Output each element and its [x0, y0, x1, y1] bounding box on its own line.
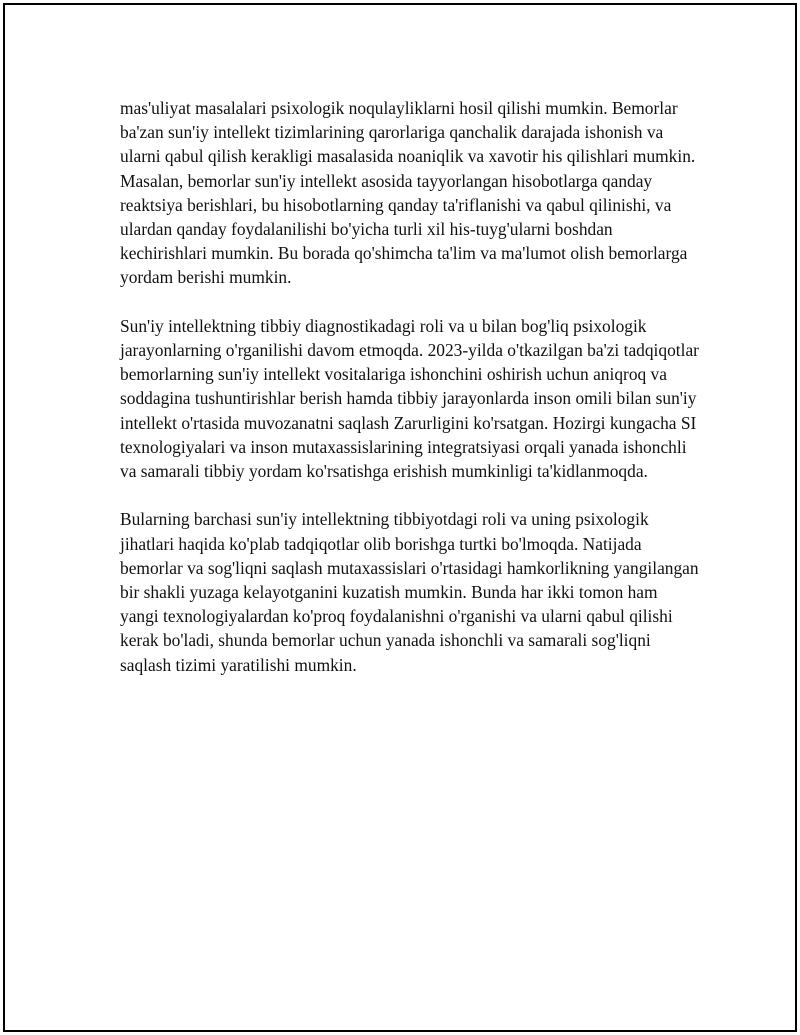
paragraph-2: Sun'iy intellektning tibbiy diagnostikadagi roli va u bilan bog'liq psixologik jarayonlarning o'rganilishi davom etmoqda. 2023-yilda o'tkazilgan ba'zi tadqiqotlar bemorlarning sun'iy intellekt vositalariga ishonchini oshirish uchun aniqroq va soddagina tushuntirishlar berish hamda tibbiy jarayonlarda inson omili bilan sun'iy intellekt o'rtasida muvozanatni saqlash Zarurligini ko'rsatgan. Hozirgi kungacha SI texnologiyalari va inson mutaxassislarining integratsiyasi orqali yanada ishonchli va samarali tibbiy yordam ko'rsatishga erishish mumkinligi ta'kidlanmoqda.	[120, 315, 699, 482]
paragraph-3: Bularning barchasi sun'iy intellektning tibbiyotdagi roli va uning psixologik jihatlari haqida ko'plab tadqiqotlar olib borishga turtki bo'lmoqda. Natijada bemorlar va sog'liqni saqlash mutaxassislari o'rtasidagi hamkorlikning yangilangan bir shakli yuzaga kelayotganini kuzatish mumkin. Bunda har ikki tomon ham yangi texnologiyalardan ko'proq foydalanishni o'rganishi va ularni qabul qilishi kerak bo'ladi, shunda bemorlar uchun yanada ishonchli va samarali sog'liqni saqlash tizimi yaratilishi mumkin.	[120, 509, 699, 675]
page-body	[120, 96, 700, 701]
paragraph-1: mas'uliyat masalalari psixologik noqulayliklarni hosil qilishi mumkin. Bemorlar ba'zan sun'iy intellekt tizimlarining qarorlariga qanchalik darajada ishonish va ularni qabul qilish kerakligi masalasida noaniqlik va xavotir his qilishlari mumkin. Masalan, bemorlar sun'iy intellekt asosida tayyorlangan hisobotlarga qanday reaktsiya berishlari, bu hisobotlarning qanday ta'riflanishi va qabul qilinishi, va ulardan qanday foydalanilishi bo'yicha turli xil his-tuyg'ularni boshdan kechirishlari mumkin. Bu borada qo'shimcha ta'lim va ma'lumot olish bemorlarga yordam berishi mumkin.	[120, 98, 696, 288]
document-page	[3, 3, 797, 1032]
